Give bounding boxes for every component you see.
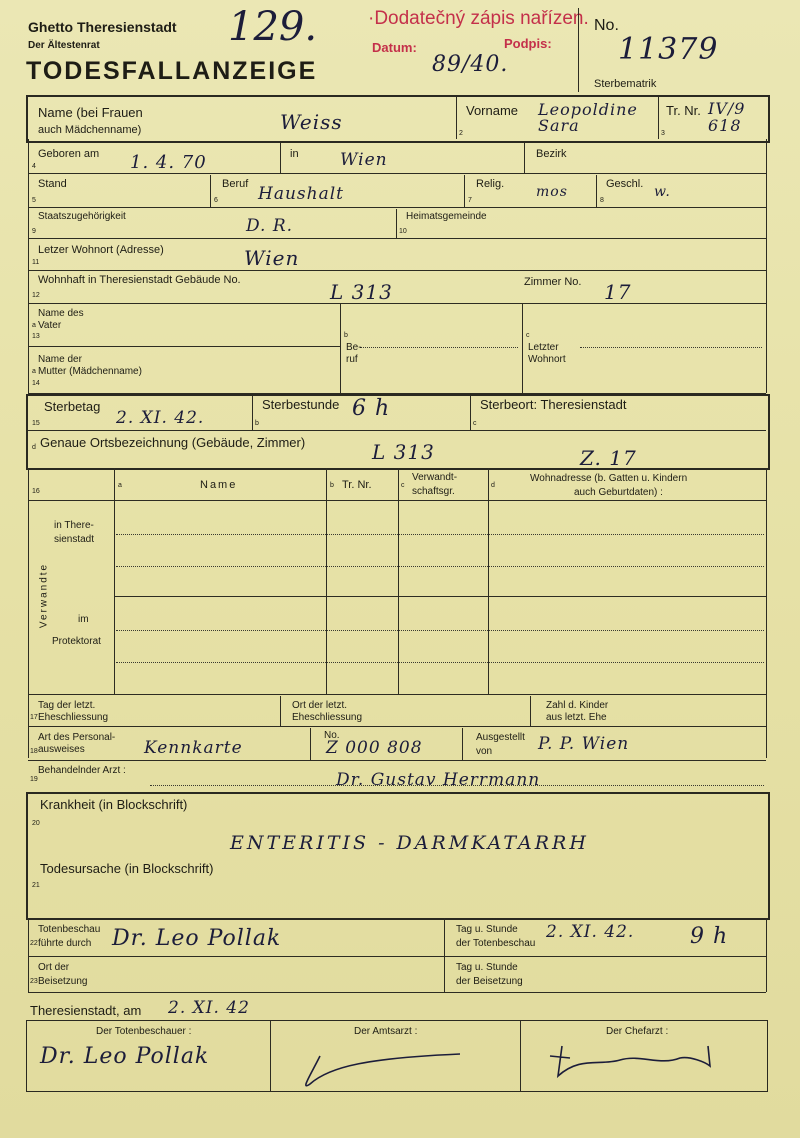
divider	[252, 396, 253, 430]
vorname-label: Vorname	[466, 103, 519, 118]
row-number: 6	[214, 197, 218, 204]
death-place-label: Sterbeort: Theresienstadt	[480, 397, 627, 412]
divider	[488, 468, 489, 694]
row-letter: b	[344, 332, 348, 339]
children-count-label: Zahl d. Kinder	[546, 700, 609, 711]
inspection-date-value: 2. XI. 42.	[546, 922, 635, 942]
burial-place-label-2: Beisetzung	[38, 976, 88, 987]
citizenship-value: D. R.	[246, 216, 294, 236]
rule	[28, 173, 766, 174]
rule	[28, 956, 766, 957]
marriage-date-label-2: Eheschliessung	[38, 712, 109, 723]
row-number: 19	[30, 776, 38, 783]
divider	[310, 728, 311, 760]
citizenship-label: Staatszugehörigkeit	[38, 211, 126, 222]
physician-label: Behandelnder Arzt :	[38, 765, 126, 776]
rule	[114, 596, 766, 597]
row-number: 17	[30, 714, 38, 721]
council-name: Der Ältestenrat	[28, 40, 100, 51]
id-number-label: No.	[324, 730, 340, 741]
death-register-number: 11379	[618, 32, 719, 67]
signature-examiner-label: Der Totenbeschauer :	[96, 1026, 192, 1037]
divider	[444, 918, 445, 992]
row-number: 8	[600, 197, 604, 204]
marriage-place-label-2: Eheschliessung	[292, 712, 363, 723]
right-border	[766, 918, 767, 992]
amtsarzt-signature-scribble	[290, 1036, 480, 1096]
marriage-date-label: Tag der letzt.	[38, 700, 96, 711]
row-number: 20	[32, 820, 40, 827]
id-type-value: Kennkarte	[144, 738, 243, 758]
divider	[114, 468, 115, 694]
death-hour-value: 6 h	[352, 396, 391, 421]
divider	[596, 175, 597, 207]
issued-by-value: P. P. Wien	[538, 734, 630, 754]
number-label: No.	[594, 17, 619, 34]
protektorat-label: Protektorat	[52, 636, 101, 647]
row-number: 5	[32, 197, 36, 204]
row-letter: a	[118, 482, 122, 489]
parent-occupation-label: Be-	[346, 342, 362, 353]
relatives-col-relation: Verwandt-	[412, 472, 458, 483]
rule	[28, 500, 766, 501]
ghetto-name: Ghetto Theresienstadt	[28, 19, 177, 35]
parent-residence-label: Letzter	[528, 342, 559, 353]
vorname-value: Leopoldine Sara	[538, 100, 638, 135]
death-date-label: Sterbetag	[44, 399, 101, 414]
signature-examiner-value: Dr. Leo Pollak	[40, 1044, 210, 1069]
row-number: 15	[32, 420, 40, 427]
exact-location-building: L 313	[372, 440, 435, 464]
dotted-rule	[150, 785, 764, 786]
dotted-rule	[360, 347, 518, 348]
divider	[470, 396, 471, 430]
physician-value: Dr. Gustav Herrmann	[336, 770, 541, 790]
transport-number-value: IV/9 618	[708, 99, 746, 135]
chefarzt-signature-scribble	[540, 1036, 730, 1086]
handwritten-record-number: 129.	[228, 4, 318, 50]
gender-label: Geschl.	[606, 178, 644, 190]
dotted-rule	[580, 347, 762, 348]
row-number: 14	[32, 380, 40, 387]
row-letter: d	[491, 482, 495, 489]
relatives-col-address-2: auch Geburtdaten) :	[574, 487, 663, 498]
father-label: Name des	[38, 308, 84, 319]
religion-value: mos	[536, 184, 568, 200]
divider	[658, 97, 659, 139]
row-letter: c	[401, 482, 405, 489]
row-number: 3	[661, 130, 665, 137]
row-number: 23	[30, 978, 38, 985]
heimat-label: Heimatsgemeinde	[406, 211, 487, 222]
name-label: Name (bei Frauen	[38, 105, 143, 120]
religion-label: Relig.	[476, 178, 505, 190]
row-number: 16	[32, 488, 40, 495]
burial-datetime-label-2: der Beisetzung	[456, 976, 523, 987]
relatives-side-label: Verwandte	[38, 562, 50, 629]
divider	[456, 97, 457, 139]
illness-label: Krankheit (in Blockschrift)	[40, 797, 188, 812]
gender-value: w.	[654, 184, 671, 200]
dotted-rule	[116, 566, 764, 567]
row-number: 4	[32, 163, 36, 170]
inspection-datetime-label-2: der Totenbeschau	[456, 938, 536, 949]
rule	[28, 726, 766, 727]
row-number: 7	[468, 197, 472, 204]
row-letter: a	[32, 322, 36, 329]
right-border	[766, 468, 767, 758]
relatives-col-relation-2: schaftsgr.	[412, 486, 455, 497]
stand-label: Stand	[38, 178, 67, 190]
row-number: 12	[32, 292, 40, 299]
divider	[326, 468, 327, 694]
in-theresienstadt-label: in There-	[54, 520, 94, 531]
issued-by-label-2: von	[476, 746, 493, 757]
divider	[340, 303, 341, 393]
inspection-label-2: führte durch	[38, 938, 92, 949]
dotted-rule	[116, 630, 764, 631]
divider	[270, 1021, 271, 1091]
row-number: 2	[459, 130, 463, 137]
relatives-col-name: Name	[200, 479, 238, 491]
transport-number-label: Tr. Nr.	[666, 103, 701, 118]
divider	[398, 468, 399, 694]
parent-residence-label-2: Wohnort	[528, 354, 566, 365]
divider	[280, 696, 281, 726]
father-label-2: Vater	[38, 320, 62, 331]
burial-datetime-label: Tag u. Stunde	[456, 962, 518, 973]
place-date-value: 2. XI. 42	[168, 998, 250, 1018]
divider	[210, 175, 211, 207]
dotted-rule	[116, 534, 764, 535]
exact-location-room: Z. 17	[580, 446, 637, 470]
death-hour-label: Sterbestunde	[262, 397, 340, 412]
beruf-label: Beruf	[222, 178, 249, 190]
children-count-label-2: aus letzt. Ehe	[546, 712, 607, 723]
rule	[28, 760, 766, 761]
left-border	[28, 468, 29, 758]
right-border	[766, 139, 767, 393]
row-number: 9	[32, 228, 36, 235]
rule	[28, 303, 766, 304]
row-number: 11	[32, 259, 40, 266]
rule	[28, 238, 766, 239]
residence-building-label: Wohnhaft in Theresienstadt Gebäude No.	[38, 274, 241, 286]
left-border	[28, 139, 29, 393]
id-type-label-2: ausweises	[38, 744, 85, 755]
im-label: im	[78, 614, 89, 625]
row-number: 13	[32, 333, 40, 340]
left-border	[28, 918, 29, 992]
rule	[28, 270, 766, 271]
mother-label-2: Mutter (Mädchenname)	[38, 366, 142, 377]
row-letter: c	[526, 332, 530, 339]
last-address-value: Wien	[244, 246, 300, 270]
row-letter: c	[473, 420, 477, 427]
divider	[530, 696, 531, 726]
row-letter: d	[32, 444, 36, 451]
divider	[520, 1021, 521, 1091]
sterbematrik-label: Sterbematrik	[594, 78, 657, 90]
illness-value: ENTERITIS - DARMKATARRH	[230, 832, 589, 854]
rule	[28, 346, 340, 347]
inspection-doctor-value: Dr. Leo Pollak	[112, 926, 282, 951]
row-number: 18	[30, 748, 38, 755]
row-number: 22	[30, 940, 38, 947]
marriage-place-label: Ort der letzt.	[292, 700, 348, 711]
death-date-value: 2. XI. 42.	[116, 408, 205, 428]
surname-value: Weiss	[280, 110, 343, 134]
bezirk-label: Bezirk	[536, 148, 567, 160]
page-title: TODESFALLANZEIGE	[26, 57, 318, 85]
divider	[462, 728, 463, 760]
signature-chief-label: Der Chefarzt :	[606, 1026, 669, 1037]
birth-date-value: 1. 4. 70	[130, 152, 207, 173]
room-label: Zimmer No.	[524, 276, 582, 288]
rule	[28, 694, 766, 695]
inspection-datetime-label: Tag u. Stunde	[456, 924, 518, 935]
last-address-label: Letzer Wohnort (Adresse)	[38, 244, 164, 256]
row-letter: b	[255, 420, 259, 427]
rule	[28, 430, 766, 431]
divider	[280, 143, 281, 173]
birth-place-label: in	[290, 148, 299, 160]
divider	[396, 209, 397, 238]
row-number: 10	[399, 228, 407, 235]
in-theresienstadt-label-2: sienstadt	[54, 534, 95, 545]
place-date-label: Theresienstadt, am	[30, 1003, 142, 1018]
id-number-value: Z 000 808	[326, 738, 423, 758]
divider	[522, 303, 523, 393]
row-number: 21	[32, 882, 40, 889]
issued-by-label: Ausgestellt	[476, 732, 525, 743]
rule	[28, 992, 766, 993]
stamp-datum: Datum:	[372, 40, 417, 55]
name-label-2: auch Mädchenname)	[38, 124, 142, 136]
number-box-divider	[578, 8, 579, 92]
signature-official-label: Der Amtsarzt :	[354, 1026, 418, 1037]
inspection-label: Totenbeschau	[38, 924, 101, 935]
dotted-rule	[116, 662, 764, 663]
cause-of-death-label: Todesursache (in Blockschrift)	[40, 861, 214, 876]
burial-place-label: Ort der	[38, 962, 70, 973]
stamp-title: ·Dodatečný zápis nařízen.	[368, 8, 589, 29]
mother-label: Name der	[38, 354, 82, 365]
residence-building-value: L 313	[330, 280, 393, 304]
row-letter: b	[330, 482, 334, 489]
geboren-label: Geboren am	[38, 148, 100, 160]
exact-location-label: Genaue Ortsbezeichnung (Gebäude, Zimmer)	[40, 435, 306, 450]
stamp-podpis: Podpis:	[504, 36, 552, 51]
birth-place-value: Wien	[340, 150, 388, 170]
divider	[524, 143, 525, 173]
row-letter: a	[32, 368, 36, 375]
stamp-handwritten-value: 89/40.	[432, 52, 509, 77]
occupation-value: Haushalt	[258, 184, 344, 204]
relatives-col-address: Wohnadresse (b. Gatten u. Kindern	[530, 473, 688, 484]
parent-occupation-label-2: ruf	[346, 354, 358, 365]
divider	[464, 175, 465, 207]
id-type-label: Art des Personal-	[38, 732, 116, 743]
room-value: 17	[604, 280, 632, 304]
inspection-hour-value: 9 h	[690, 924, 729, 949]
relatives-col-transport: Tr. Nr.	[342, 479, 372, 491]
rule	[28, 207, 766, 208]
